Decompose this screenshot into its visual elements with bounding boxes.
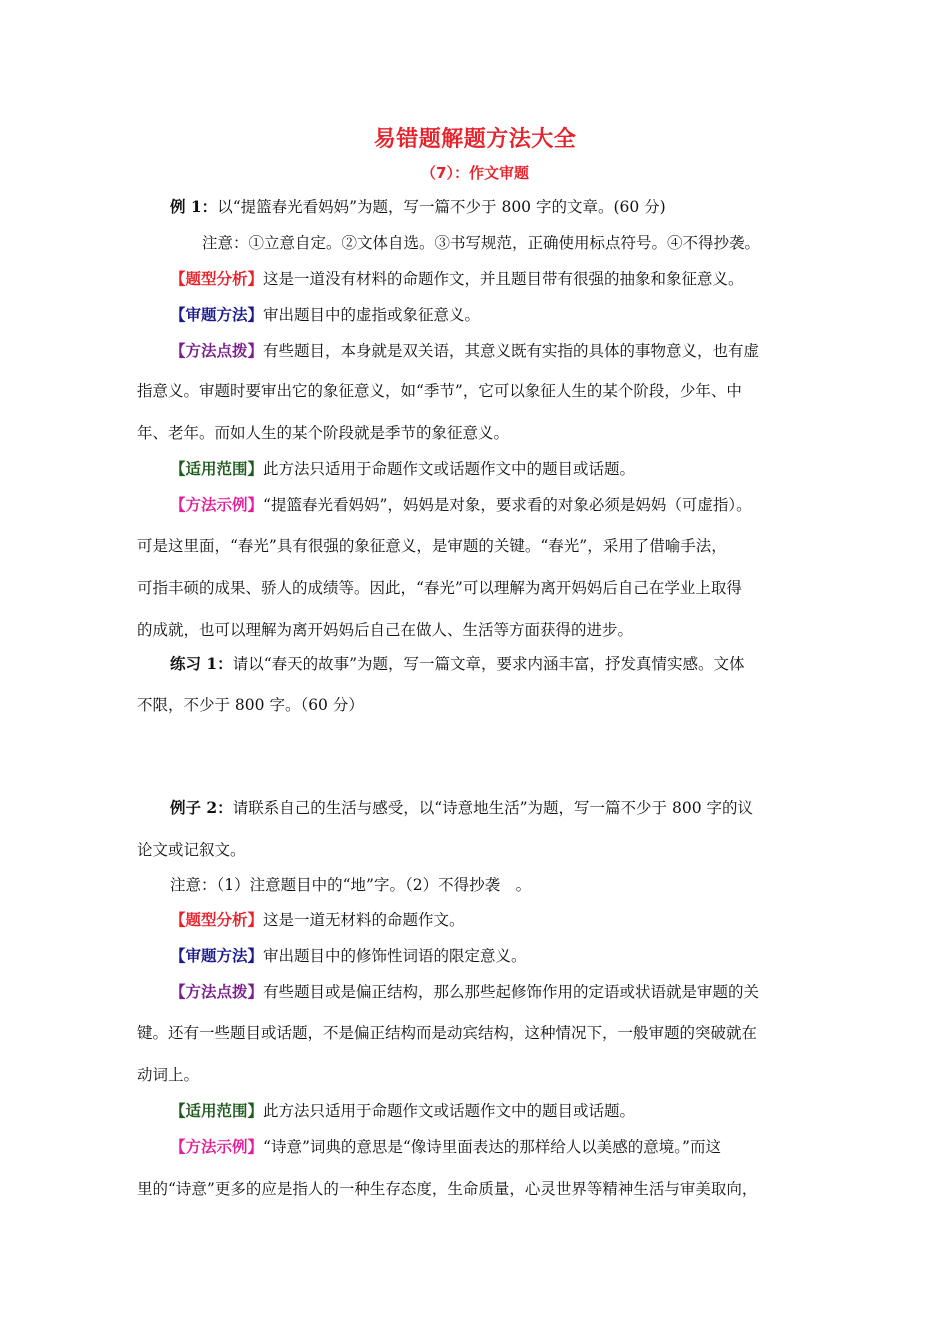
- example-2-label: 例子 2：: [170, 798, 233, 817]
- analysis-tag: 【题型分析】: [170, 270, 264, 288]
- example-2-method-text-2: 里的“诗意”更多的应是指人的一种生存态度，生命质量，心灵世界等精神生活与审美取向，: [137, 1180, 758, 1198]
- analysis-2-text: 这是一道无材料的命题作文。: [263, 911, 465, 929]
- example-1-method-text-1: “提篮春光看妈妈”，妈妈是对象，要求看的对象必须是妈妈（可虚指）。: [263, 496, 752, 514]
- example-1-label: 例 1：: [170, 197, 218, 216]
- method-1-line: [170, 304, 827, 326]
- analysis-1-line: [170, 268, 827, 290]
- example-1-note: 注意：①立意自定。②文体自选。③书写规范，正确使用标点符号。④不得抄袭。: [202, 234, 761, 252]
- tip-1-line: [170, 340, 827, 362]
- example-2-method-text-1: “诗意”词典的意思是“像诗里面表达的那样给人以美感的意境。”而这: [263, 1138, 721, 1156]
- practice-1-label: 练习 1：: [170, 654, 233, 673]
- example-1-line: [170, 196, 827, 218]
- practice-1-line: [170, 653, 827, 675]
- page-subtitle: （7）：作文审题: [421, 164, 529, 182]
- example-1-text: 以“提篮春光看妈妈”为题，写一篇不少于 800 字的文章。(60 分): [217, 198, 666, 216]
- practice-1-text-1: 请以“春天的故事”为题，写一篇文章，要求内涵丰富，抒发真情实感。文体: [232, 655, 745, 673]
- tip-1-text-1: 有些题目，本身就是双关语，其意义既有实指的具体的事物意义，也有虚: [263, 342, 760, 360]
- scope-2-line: [170, 1100, 827, 1122]
- example-2-note: 注意：（1）注意题目中的“地”字。（2）不得抄袭 。: [170, 876, 532, 894]
- tip-2-text-2: 键。还有一些题目或话题，不是偏正结构而是动宾结构，这种情况下，一般审题的突破就在: [137, 1024, 758, 1042]
- scope-tag: 【适用范围】: [170, 1102, 264, 1120]
- example-1-method-line: [170, 494, 827, 516]
- tip-1-text-2: 指意义。审题时要审出它的象征意义，如“季节”，它可以象征人生的某个阶段，少年、中: [137, 382, 742, 400]
- example-1-method-text-3: 可指丰硕的成果、骄人的成绩等。因此，“春光”可以理解为离开妈妈后自己在学业上取得: [137, 579, 742, 597]
- example-tag: 【方法示例】: [170, 1138, 264, 1156]
- method-tag: 【审题方法】: [170, 947, 264, 965]
- scope-1-text: 此方法只适用于命题作文或话题作文中的题目或话题。: [263, 460, 636, 478]
- analysis-1-text: 这是一道没有材料的命题作文，并且题目带有很强的抽象和象征意义。: [263, 270, 744, 288]
- example-1-method-text-2: 可是这里面，“春光”具有很强的象征意义，是审题的关键。“春光”，采用了借喻手法，: [137, 537, 727, 555]
- tip-2-line: [170, 981, 827, 1003]
- tip-tag: 【方法点拨】: [170, 983, 264, 1001]
- tip-2-text-3: 动词上。: [137, 1066, 200, 1084]
- tip-2-text-1: 有些题目或是偏正结构，那么那些起修饰作用的定语或状语就是审题的关: [263, 983, 760, 1001]
- scope-1-line: [170, 458, 827, 480]
- analysis-2-line: [170, 909, 827, 931]
- page-title: 易错题解题方法大全: [373, 127, 577, 152]
- analysis-tag: 【题型分析】: [170, 911, 264, 929]
- example-2-method-line: [170, 1136, 827, 1158]
- method-2-text: 审出题目中的修饰性词语的限定意义。: [263, 947, 527, 965]
- example-2-text-2: 论文或记叙文。: [137, 841, 246, 859]
- example-2-text-1: 请联系自己的生活与感受，以“诗意地生活”为题，写一篇不少于 800 字的议: [232, 799, 753, 817]
- example-2-line: [170, 797, 827, 819]
- tip-1-text-3: 年、老年。而如人生的某个阶段就是季节的象征意义。: [137, 424, 510, 442]
- method-tag: 【审题方法】: [170, 306, 264, 324]
- practice-1-text-2: 不限，不少于 800 字。（60 分）: [137, 696, 364, 714]
- example-tag: 【方法示例】: [170, 496, 264, 514]
- tip-tag: 【方法点拨】: [170, 342, 264, 360]
- scope-2-text: 此方法只适用于命题作文或话题作文中的题目或话题。: [263, 1102, 636, 1120]
- method-1-text: 审出题目中的虚指或象征意义。: [263, 306, 481, 324]
- scope-tag: 【适用范围】: [170, 460, 264, 478]
- method-2-line: [170, 945, 827, 967]
- example-1-method-text-4: 的成就，也可以理解为离开妈妈后自己在做人、生活等方面获得的进步。: [137, 621, 634, 639]
